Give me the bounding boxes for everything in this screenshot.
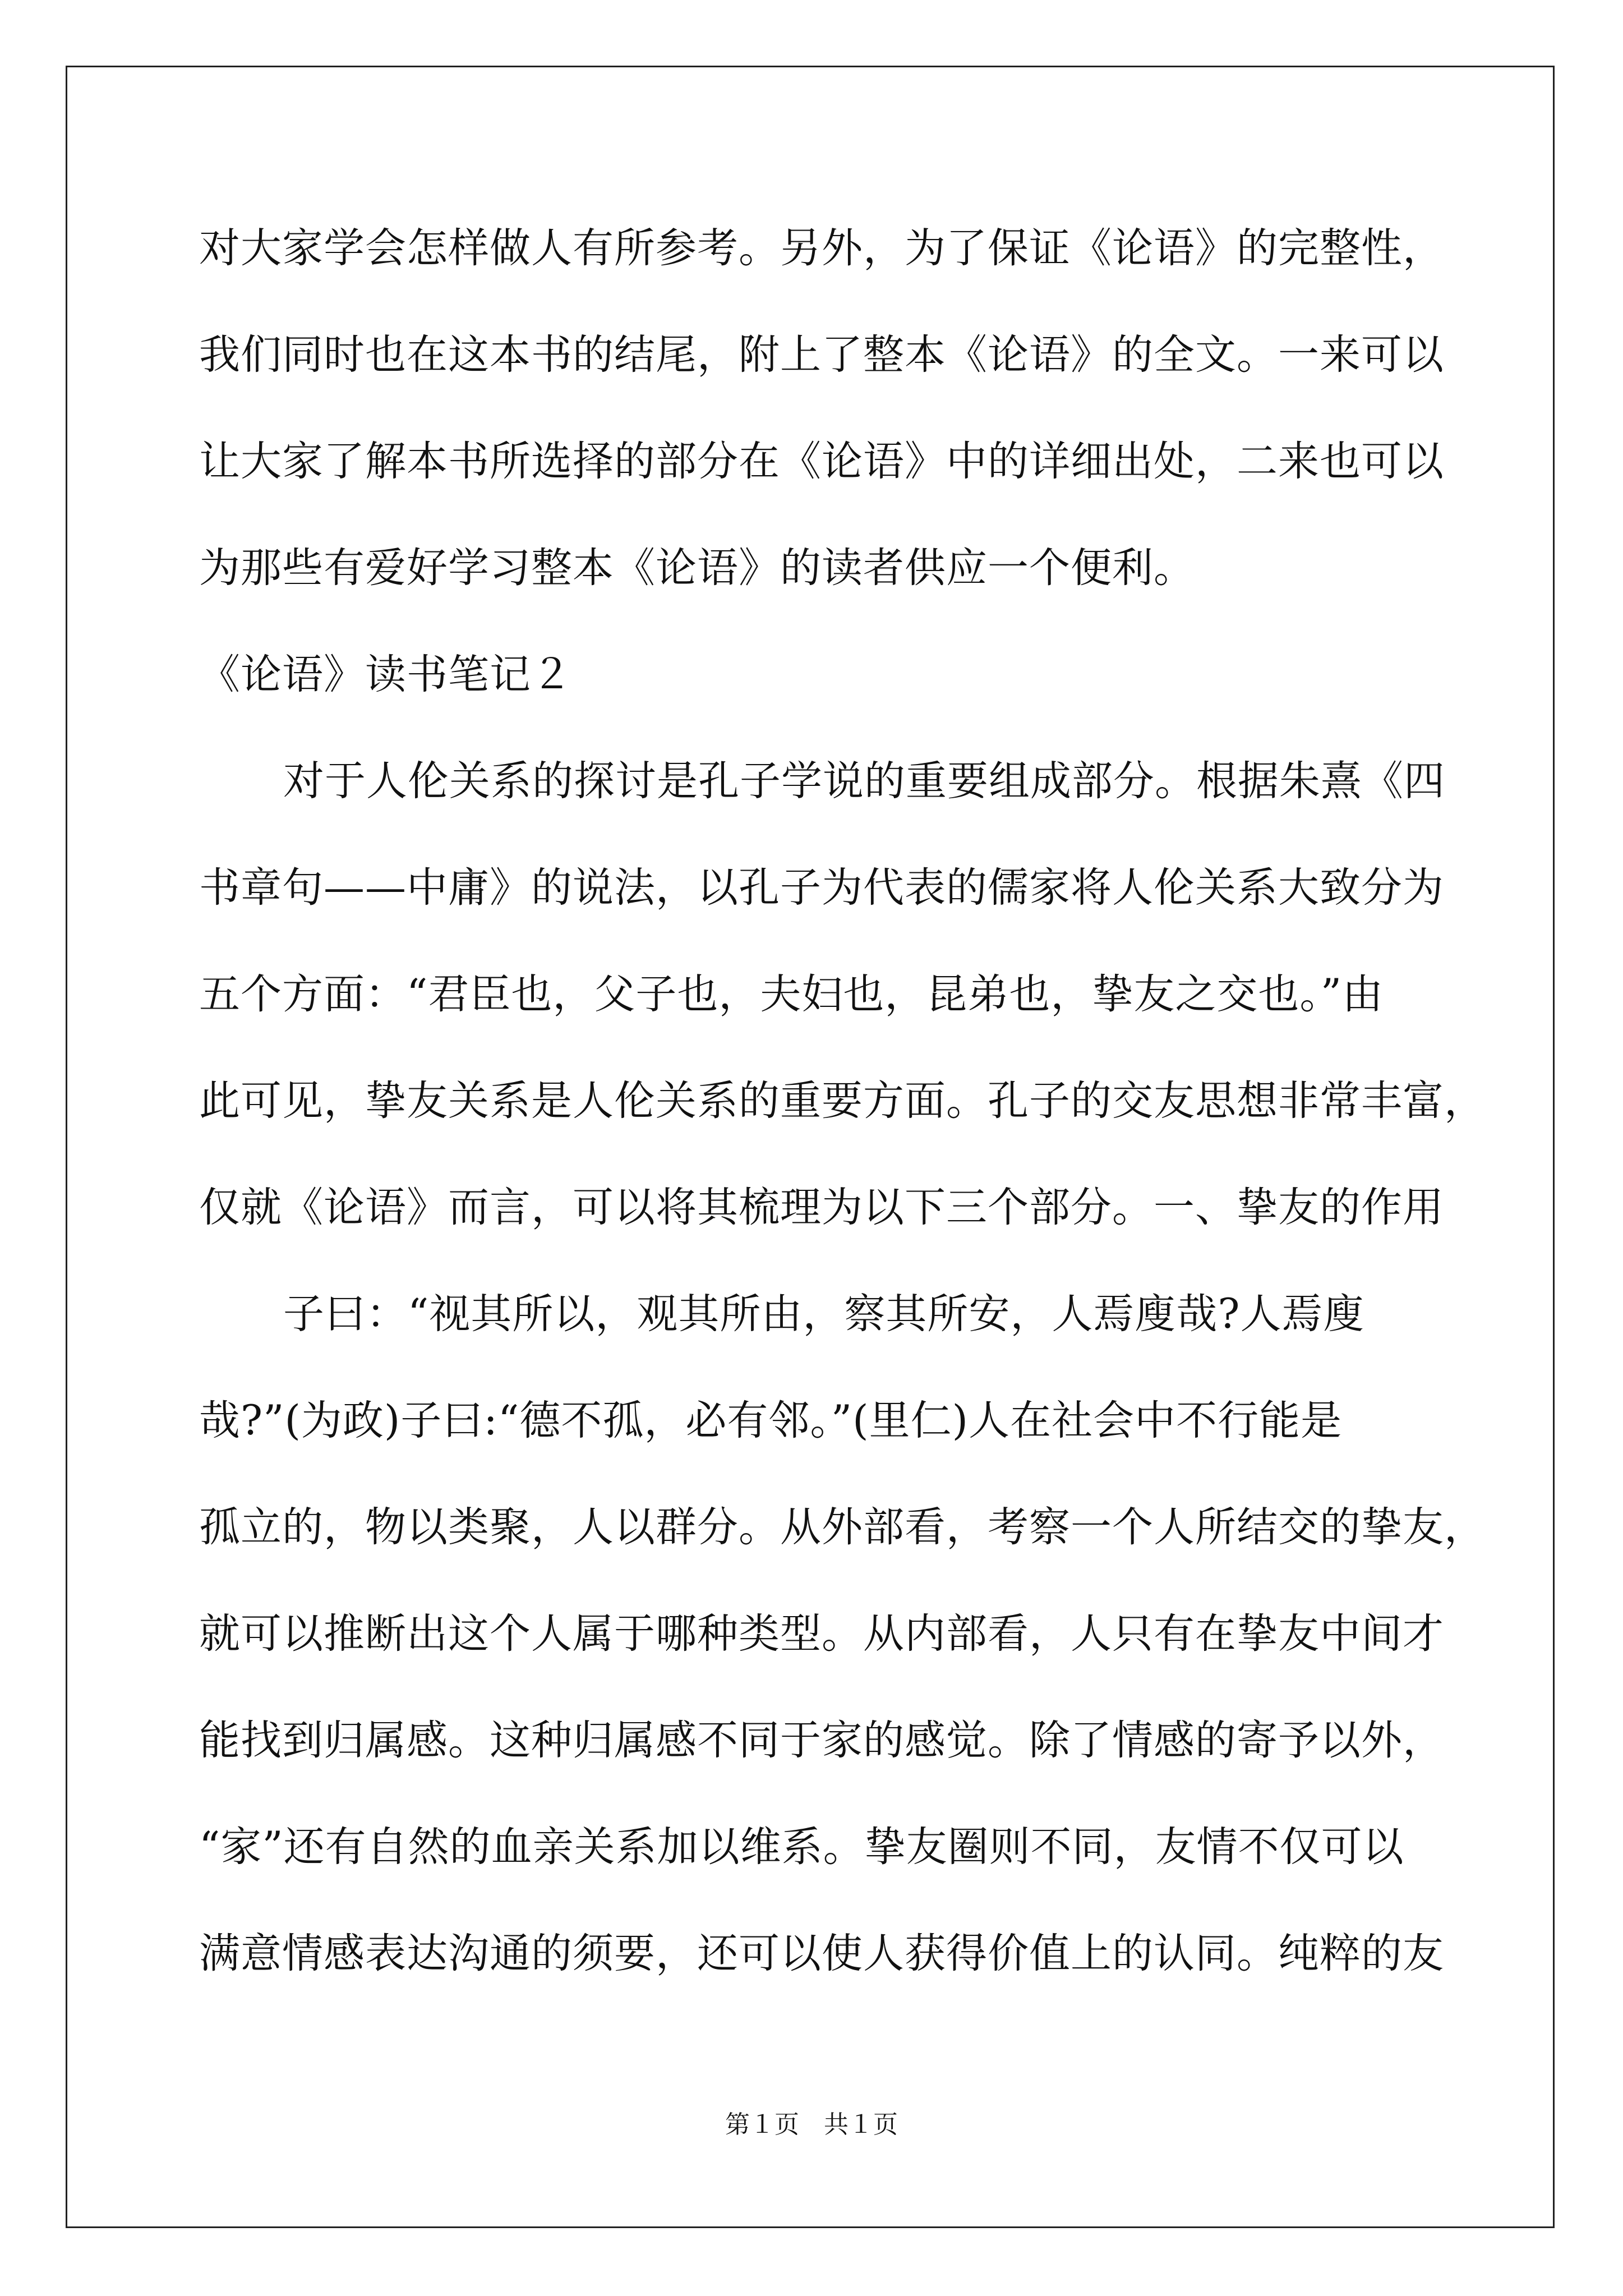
body-line: 仅就《论语》而言，可以将其梳理为以下三个部分。一、挚友的作用: [199, 1184, 1444, 1231]
body-line: 就可以推断出这个人属于哪种类型。从内部看，人只有在挚友中间才: [199, 1610, 1444, 1658]
page-total: 共１页: [824, 2110, 898, 2139]
body-line: 哉?”(为政)子曰:“德不孤，必有邻。”(里仁)人在社会中不行能是: [199, 1397, 1343, 1444]
body-line: 让大家了解本书所选择的部分在《论语》中的详细出处，二来也可以: [199, 438, 1444, 485]
body-line: “家”还有自然的血亲关系加以维系。挚友圈则不同，友情不仅可以: [199, 1823, 1404, 1871]
body-line: 为那些有爱好学习整本《论语》的读者供应一个便利。: [199, 544, 1195, 592]
page-number: 第１页: [725, 2110, 799, 2139]
page-footer: [0, 2108, 1623, 2142]
page-frame: [66, 66, 1555, 2228]
body-line: 五个方面：“君臣也，父子也，夫妇也，昆弟也，挚友之交也。”由: [199, 970, 1384, 1018]
body-line: 对大家学会怎样做人有所参考。另外，为了保证《论语》的完整性，: [199, 224, 1444, 272]
section-heading: 《论语》读书笔记２: [199, 651, 573, 698]
body-line: 书章句——中庸》的说法，以孔子为代表的儒家将人伦关系大致分为: [199, 864, 1444, 912]
paragraph-first-line: 子曰：“视其所以，观其所由，察其所安，人焉廋哉?人焉廋: [283, 1290, 1365, 1338]
paragraph-first-line: 对于人伦关系的探讨是孔子学说的重要组成部分。根据朱熹《四: [283, 757, 1445, 805]
body-line: 能找到归属感。这种归属感不同于家的感觉。除了情感的寄予以外，: [199, 1717, 1444, 1764]
body-line: 孤立的，物以类聚，人以群分。从外部看，考察一个人所结交的挚友，: [199, 1503, 1486, 1551]
body-line: 此可见，挚友关系是人伦关系的重要方面。孔子的交友思想非常丰富，: [199, 1077, 1486, 1125]
body-line: 我们同时也在这本书的结尾，附上了整本《论语》的全文。一来可以: [199, 331, 1444, 379]
body-line: 满意情感表达沟通的须要，还可以使人获得价值上的认同。纯粹的友: [199, 1930, 1444, 1977]
